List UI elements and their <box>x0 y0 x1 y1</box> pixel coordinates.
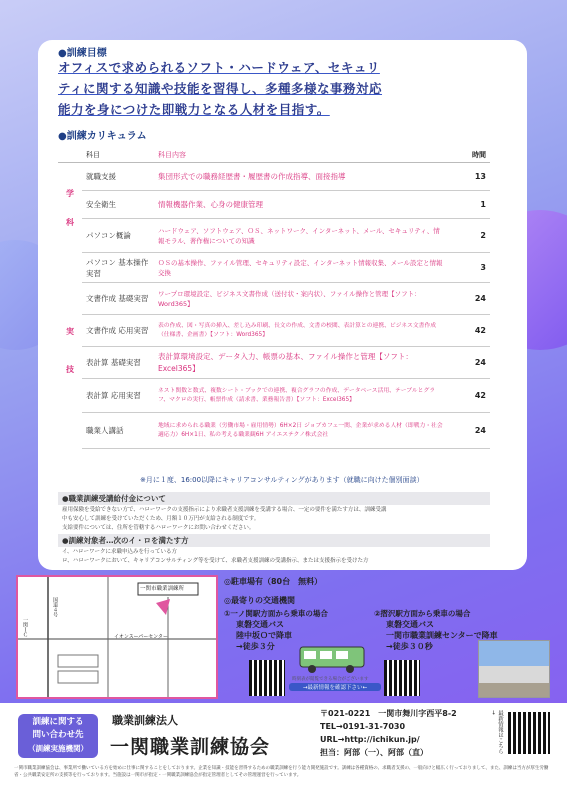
row-content: 地域に求められる職業（労働市場・雇用情勢）6H×2日 ジョブカフェ一関、企業が求める人材（即戦力・社会適応力）6H×1日、私の考える職業観6H アイエステクノ株式会社 <box>154 413 448 449</box>
table-header <box>58 148 490 163</box>
row-hours: 24 <box>448 347 490 379</box>
contact-details <box>320 707 457 759</box>
curriculum-table <box>58 148 490 449</box>
contact-label-line: 問い合わせ先 <box>32 730 84 740</box>
row-content: 表計算環境設定、データ入力、帳票の基本、ファイル操作と管理【ソフト：Excel365】 <box>154 347 448 379</box>
curriculum-heading: ●訓練カリキュラム <box>58 131 147 142</box>
route-1-walk: →徒歩３分 <box>236 642 275 651</box>
staff: 担当：阿部（一）、阿部（直） <box>320 748 428 757</box>
target-line: イ、ハローワークに求職申込みを行っている方 <box>62 549 178 555</box>
route-2-bus: 東磐交通バス <box>386 620 434 629</box>
row-content: ＯＳの基本操作、ファイル管理、セキュリティ設定、インターネット情報収集、メール設定と情報交換 <box>154 253 448 283</box>
footer-note: 一関市職業訓練協会は、事業所で働いている方を始めに仕事に関することをしております。企業を知識・技能を習得するための職業訓練を行う能力開発施設です。訓練は各種資格の、求職者支援の、一般向けと幅広く行っておりまして、また、訓練は当方が厚生労働省・公共職業安定所の支援等を行っております。当施設は一関市が指定・一関職業訓練協会が指定管理者としてその管理運営を行っています。 <box>14 766 549 778</box>
access-map <box>16 575 218 699</box>
target-text <box>58 547 490 567</box>
row-content: ワープロ環境設定、ビジネス文書作成（送付状・案内状）、ファイル操作と管理【ソフト：Word365】 <box>154 283 448 315</box>
career-note: ※月に１度、16:00以降にキャリアコンサルティングがあります（就職に向けた個別面談） <box>140 476 424 484</box>
row-subject: 文書作成 基礎実習 <box>82 283 154 315</box>
row-subject: 職業人講話 <box>82 413 154 449</box>
table-row <box>58 315 490 347</box>
table-row <box>58 347 490 379</box>
route-2-walk: →徒歩３０秒 <box>386 642 433 651</box>
table-row <box>58 219 490 253</box>
category-jitsugi: 実 技 <box>66 327 74 374</box>
map-label-center: 一関市職業訓練所 <box>140 586 185 592</box>
route-2-title: ②摺沢駅方面から乗車の場合 <box>374 609 471 618</box>
table-row <box>58 413 490 449</box>
category-gakka: 学 科 <box>66 188 74 227</box>
bus-illustration <box>298 643 370 675</box>
row-hours: 24 <box>448 283 490 315</box>
bus-link[interactable]: →最新情報を確認下さい← <box>289 683 381 691</box>
row-hours: 42 <box>448 379 490 413</box>
col-hours: 時間 <box>448 148 490 163</box>
benefit-text <box>58 505 490 534</box>
table-row <box>58 253 490 283</box>
map-label-route: 国道４号 <box>52 597 58 617</box>
benefit-line: 雇用保険を受給できない方で、ハローワークの支援指示により求職者支援訓練を受講する場合、一定の要件を満たす方は、訓練受講 <box>62 507 387 513</box>
route-1-bus: 東磐交通バス <box>236 620 284 629</box>
benefit-line: 中も安心して訓練を受けていただくため、月額１０万円が支給される制度です。 <box>62 516 260 522</box>
transport-heading: ◎最寄りの交通機関 <box>224 596 295 605</box>
target-heading: ●訓練対象者…次のイ・ロを満たす方 <box>58 534 490 547</box>
website-link[interactable]: URL→http://ichikun.jp/ <box>320 735 420 744</box>
row-subject: 就職支援 <box>82 163 154 191</box>
benefit-heading: ●職業訓練受講給付金について <box>58 492 490 505</box>
row-content: 情報機器作業、心身の健康管理 <box>154 191 448 219</box>
contact-label-line: 訓練に関する <box>32 717 84 727</box>
route-2-qr-code[interactable] <box>384 660 420 696</box>
route-2-stop: 一関市職業訓練センターで降車 <box>386 631 498 640</box>
contact-label <box>18 714 98 758</box>
map-label-ic: 一関ＩＣ <box>22 617 28 637</box>
qr-label: 最新情報はこちら→ <box>490 710 503 754</box>
row-subject: パソコン概論 <box>82 219 154 253</box>
route-1-title: ①一ノ関駅方面から乗車の場合 <box>224 609 328 618</box>
row-subject: パソコン 基本操作実習 <box>82 253 154 283</box>
row-content: ハードウェア、ソフトウェア、ＯＳ、ネットワーク、インターネット、メール、セキュリティ、情報モラル、著作権についての知識 <box>154 219 448 253</box>
info-box <box>58 492 490 567</box>
map-label-aeon: イオンスーパーセンター <box>114 634 168 640</box>
row-content: 表の作成、図・写真の挿入、差し込み印刷、長文の作成、文書の校閲、表計算との連携、ビジネス文書作成（仕様書、企画書）【ソフト：Word365】 <box>154 315 448 347</box>
table-row <box>58 163 490 191</box>
row-hours: 1 <box>448 191 490 219</box>
parking-info: ◎駐車場有（80台 無料） <box>224 577 323 586</box>
building-photo <box>478 640 550 698</box>
row-hours: 24 <box>448 413 490 449</box>
phone: TEL→0191-31-7030 <box>320 722 406 731</box>
col-content: 科目内容 <box>154 148 448 163</box>
route-1-qr-code[interactable] <box>249 660 285 696</box>
row-subject: 表計算 応用実習 <box>82 379 154 413</box>
goal-line: 能力を身につけた即戦力となる人材を目指す。 <box>58 102 330 117</box>
row-subject: 表計算 基礎実習 <box>82 347 154 379</box>
goal-text <box>58 57 498 120</box>
row-content: ネスト関数と数式、複数シート・ブックでの連携、複合グラフの作成、データベース活用、テーブルとグラフ、マクロの実行、帳票作成（請求書、業務報告書）【ソフト：Excel365】 <box>154 379 448 413</box>
row-content: 集団形式での職務経歴書・履歴書の作成指導、面接指導 <box>154 163 448 191</box>
table-row <box>58 191 490 219</box>
address: 〒021-0221 一関市舞川字西平8-2 <box>320 709 457 718</box>
org-name: 一関職業訓練協会 <box>110 736 271 758</box>
col-subject: 科目 <box>82 148 154 163</box>
contact-qr-code[interactable] <box>508 712 550 754</box>
row-hours: 3 <box>448 253 490 283</box>
benefit-line: 支給要件については、住所を管轄するハローワークにお問い合わせください。 <box>62 525 255 531</box>
goal-line: ティに関する知識や技能を習得し、多種多様な事務対応 <box>58 81 383 96</box>
row-subject: 文書作成 応用実習 <box>82 315 154 347</box>
table-row <box>58 283 490 315</box>
goal-line: オフィスで求められるソフト・ハードウェア、セキュリ <box>58 60 380 75</box>
row-hours: 2 <box>448 219 490 253</box>
bus-caption: 時刻表が閲覧できる場合がございます <box>292 677 369 682</box>
org-type: 職業訓練法人 <box>112 714 178 727</box>
row-hours: 13 <box>448 163 490 191</box>
row-hours: 42 <box>448 315 490 347</box>
row-subject: 安全衛生 <box>82 191 154 219</box>
table-row <box>58 379 490 413</box>
contact-label-line: （訓練実施機関） <box>28 744 88 753</box>
route-1-stop: 陸中坂Ｏで降車 <box>236 631 292 640</box>
goal-heading: ●訓練目標 <box>58 48 107 59</box>
target-line: ロ、ハローワークにおいて、キャリアコンサルティング等を受けて、求職者支援訓練の受講指示、または支援指示を受けた方 <box>62 558 369 564</box>
